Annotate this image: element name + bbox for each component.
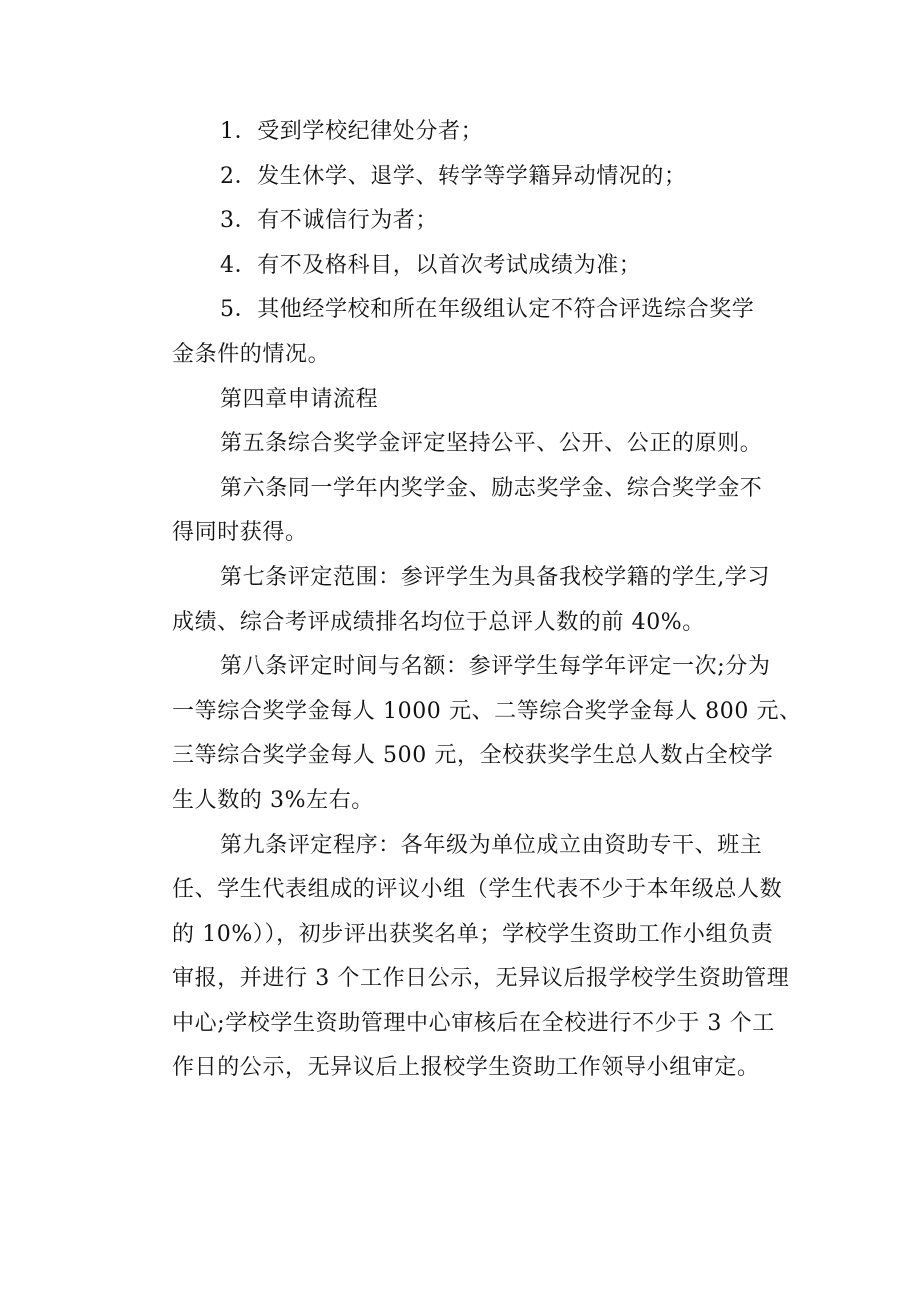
paragraph [172,288,772,377]
text-line: 中心;学校学生资助管理中心审核后在全校进行不少于 3 个工 [172,1010,775,1036]
text-line: 第九条评定程序：各年级为单位成立由资助专干、班主 [220,832,763,858]
text-line: 任、学生代表组成的评议小组（学生代表不少于本年级总人数 [172,877,783,903]
text-line: 的 10%）），初步评出获奖名单；学校学生资助工作小组负责 [172,921,774,947]
text-line: 成绩、综合考评成绩排名均位于总评人数的前 40%。 [172,609,705,635]
paragraph [172,244,772,289]
text-line: 5．其他经学校和所在年级组认定不符合评选综合奖学 [220,297,755,323]
paragraph [172,199,772,244]
chapter-heading [172,378,772,423]
text-line: 三等综合奖学金每人 500 元，全校获奖学生总人数占全校学 [172,743,774,769]
text-line: 一等综合奖学金每人 1000 元、二等综合奖学金每人 800 元、 [172,698,802,724]
text-line: 第六条同一学年内奖学金、励志奖学金、综合奖学金不 [220,475,763,501]
paragraph [172,155,772,200]
text-line: 得同时获得。 [172,520,308,546]
text-line: 金条件的情况。 [172,341,331,367]
text-line: 第八条评定时间与名额：参评学生每学年评定一次;分为 [220,654,771,680]
text-line: 1．受到学校纪律处分者； [220,119,484,144]
text-line: 作日的公示，无异议后上报校学生资助工作领导小组审定。 [172,1055,760,1081]
paragraph [172,556,772,645]
paragraph [172,467,772,556]
paragraph [172,645,802,823]
text-line: 第五条综合奖学金评定坚持公平、公开、公正的原则。 [220,431,763,457]
paragraph [172,110,772,155]
paragraph [172,422,772,467]
text-line: 第七条评定范围：参评学生为具备我校学籍的学生,学习 [220,564,770,590]
text-line: 4．有不及格科目，以首次考试成绩为准； [220,252,642,278]
text-line: 第四章申请流程 [220,386,379,412]
text-line: 生人数的 3%左右。 [172,787,374,813]
document-body [172,110,802,1091]
paragraph [172,824,790,1092]
text-line: 3．有不诚信行为者； [220,208,438,234]
text-line: 审报，并进行 3 个工作日公示，无异议后报学校学生资助管理 [172,966,790,992]
text-line: 2．发生休学、退学、转学等学籍异动情况的； [220,163,687,189]
